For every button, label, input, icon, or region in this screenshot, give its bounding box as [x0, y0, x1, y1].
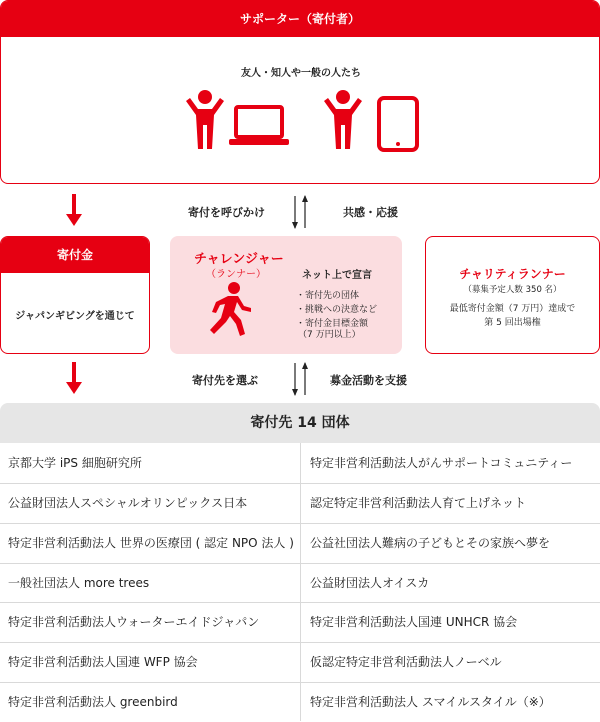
- donation-body: ジャパンギビングを通じて: [15, 311, 135, 322]
- recipient-right: 特定非営利活動法人 スマイルスタイル（※）: [310, 695, 551, 709]
- recipient-right: 認定特定非営利活動法人育て上げネット: [310, 496, 527, 510]
- recipient-right: 公益社団法人難病の子どもとその家族へ夢を: [310, 536, 551, 550]
- laptop-icon: [228, 105, 290, 147]
- challenger-box: [170, 236, 402, 354]
- recipient-left: 特定非営利活動法人国連 WFP 協会: [8, 655, 198, 669]
- challenger-item: ・寄付先の団体: [296, 291, 360, 301]
- recipient-right: 公益財団法人オイスカ: [310, 576, 430, 590]
- arrow-down-icon: [66, 362, 82, 396]
- recipient-right: 仮認定特定非営利活動法人ノーベル: [310, 655, 502, 669]
- flow-label-fundraising-support: 募金活動を支援: [330, 374, 407, 387]
- recipient-left: 特定非営利活動法人 世界の医療団 ( 認定 NPO 法人 ): [8, 536, 294, 550]
- challenger-heading: ネット上で宣言: [302, 270, 372, 281]
- donation-box: [0, 236, 150, 354]
- supporter-box: [0, 0, 600, 184]
- challenger-subtitle: （ランナー）: [206, 269, 266, 280]
- challenger-item: （7 万円以上）: [298, 330, 361, 340]
- challenger-item: ・寄付金目標金額: [296, 319, 369, 329]
- supporter-subtitle: 友人・知人や一般の人たち: [241, 68, 361, 79]
- recipient-left: 特定非営利活動法人ウォーターエイドジャパン: [8, 615, 260, 629]
- tablet-icon: [376, 95, 420, 153]
- recipient-left: 特定非営利活動法人 greenbird: [8, 695, 178, 709]
- flow-label-choose-recipient: 寄付先を選ぶ: [192, 374, 258, 387]
- column-divider: [300, 443, 301, 721]
- recipient-right: 特定非営利活動法人がんサポートコミュニティー: [310, 456, 573, 470]
- charity-title: チャリティランナー: [459, 267, 566, 281]
- recipient-right: 特定非営利活動法人国連 UNHCR 協会: [310, 615, 518, 629]
- up-down-arrow-icon: [289, 361, 311, 397]
- challenger-title: チャレンジャー: [194, 252, 284, 267]
- charity-subtitle: （募集予定人数 350 名）: [463, 285, 562, 295]
- person-icon: [184, 89, 226, 151]
- supporter-title: サポーター（寄付者）: [1, 1, 599, 37]
- up-down-arrow-icon: [289, 194, 311, 230]
- recipients-title: 寄付先 14 団体: [0, 403, 600, 443]
- recipient-left: 公益財団法人スペシャルオリンピックス日本: [8, 496, 248, 510]
- arrow-down-icon: [66, 194, 82, 228]
- recipient-left: 京都大学 iPS 細胞研究所: [8, 456, 142, 470]
- charity-runner-box: [425, 236, 600, 354]
- flow-label-call-for-donation: 寄付を呼びかけ: [188, 206, 265, 219]
- charity-line2: 第 5 回出場権: [484, 318, 541, 328]
- challenger-item: ・挑戦への決意など: [296, 305, 378, 315]
- charity-line1: 最低寄付金額（7 万円）達成で: [449, 304, 576, 314]
- donation-title: 寄付金: [1, 237, 149, 273]
- recipient-left: 一般社団法人 more trees: [8, 576, 150, 590]
- runner-icon: [206, 282, 254, 338]
- person-icon: [322, 89, 364, 151]
- flow-label-support: 共感・応援: [343, 206, 398, 219]
- recipients-table: [0, 443, 600, 721]
